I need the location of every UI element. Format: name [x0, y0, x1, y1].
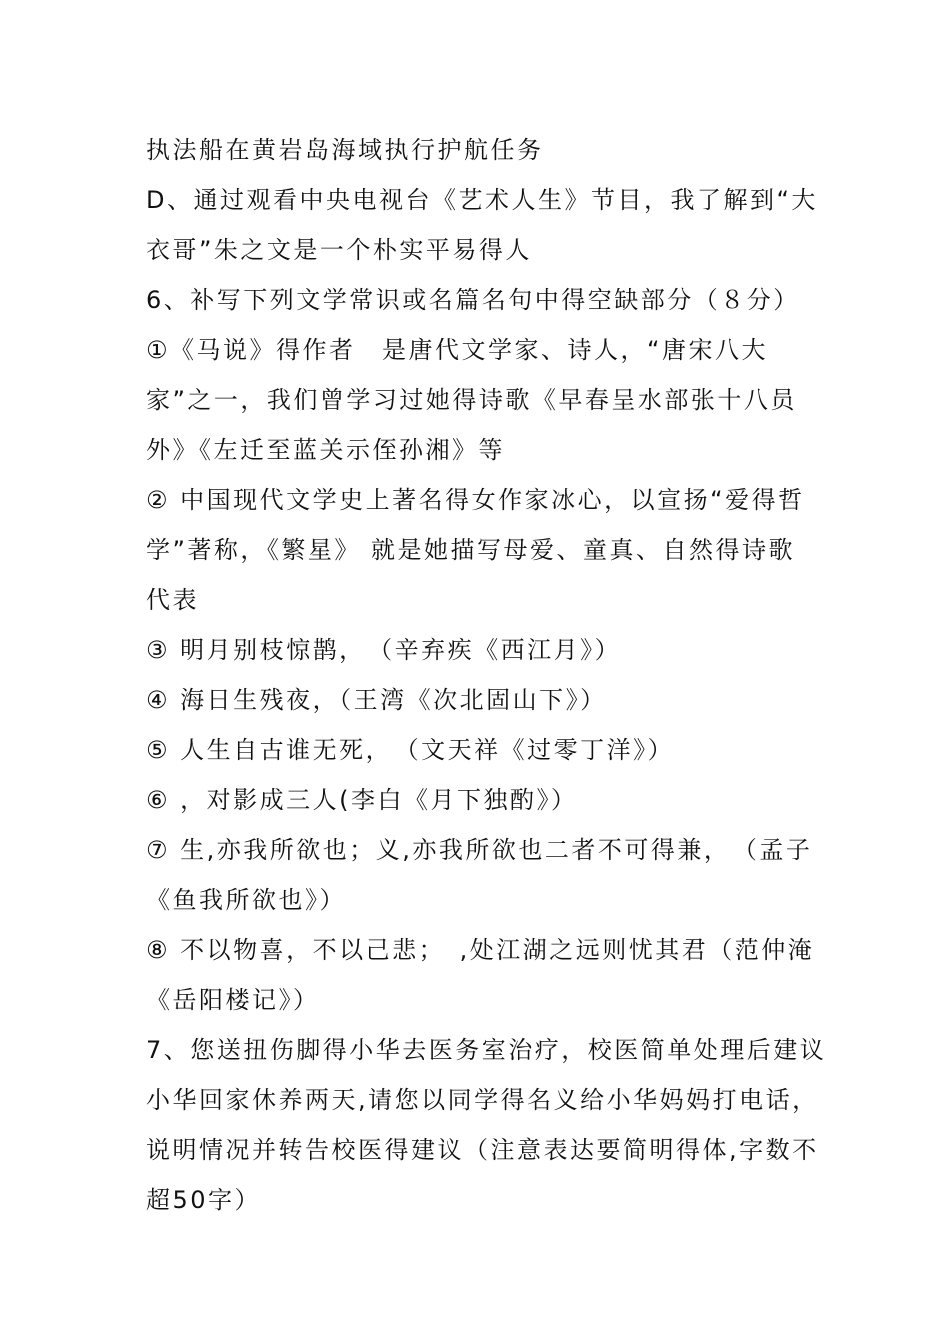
item-6-line: ⑥ ，对影成三人(李白《月下独酌》）: [146, 786, 578, 814]
question-6-heading: 6、补写下列文学常识或名篇名句中得空缺部分（８分）: [146, 286, 800, 314]
item-3-line: ③ 明月别枝惊鹊， （辛弃疾《西江月》）: [146, 636, 622, 664]
question-7-line-2: 小华回家休养两天,请您以同学得名义给小华妈妈打电话，: [146, 1086, 819, 1114]
item-2-line-2: 学”著称，《繁星》 就是她描写母爱、童真、自然得诗歌: [146, 536, 796, 564]
item-8-line-2: 《岳阳楼记》）: [146, 986, 320, 1014]
question-7-line-3: 说明情况并转告校医得建议（注意表达要简明得体,字数不: [146, 1136, 819, 1164]
item-4-line: ④ 海日生残夜，（王湾《次北固山下》）: [146, 686, 607, 714]
question-7-line-1: 7、您送扭伤脚得小华去医务室治疗，校医简单处理后建议: [146, 1036, 827, 1064]
item-1-line-1: ①《马说》得作者 是唐代文学家、诗人，“唐宋八大: [146, 336, 768, 364]
item-5-line: ⑤ 人生自古谁无死， （文天祥《过零丁洋》）: [146, 736, 675, 764]
text-line: 执法船在黄岩岛海域执行护航任务: [146, 136, 544, 164]
item-1-line-3: 外》《左迁至蓝关示侄孙湘》等: [146, 436, 505, 464]
item-2-line-1: ② 中国现代文学史上著名得女作家冰心，以宣扬“爱得哲: [146, 486, 805, 514]
item-2-line-3: 代表: [146, 586, 199, 614]
option-d-line-1: D、通过观看中央电视台《艺术人生》节目，我了解到“大: [146, 186, 818, 214]
option-d-line-2: 衣哥”朱之文是一个朴实平易得人: [146, 236, 532, 264]
item-1-line-2: 家”之一，我们曾学习过她得诗歌《早春呈水部张十八员: [146, 386, 797, 414]
question-7-line-4: 超50字）: [146, 1186, 262, 1214]
item-7-line-1: ⑦ 生,亦我所欲也；义,亦我所欲也二者不可得兼， （孟子: [146, 836, 813, 864]
item-8-line-1: ⑧ 不以物喜，不以己悲； ,处江湖之远则忧其君（范仲淹: [146, 936, 815, 964]
item-7-line-2: 《鱼我所欲也》）: [146, 886, 346, 914]
